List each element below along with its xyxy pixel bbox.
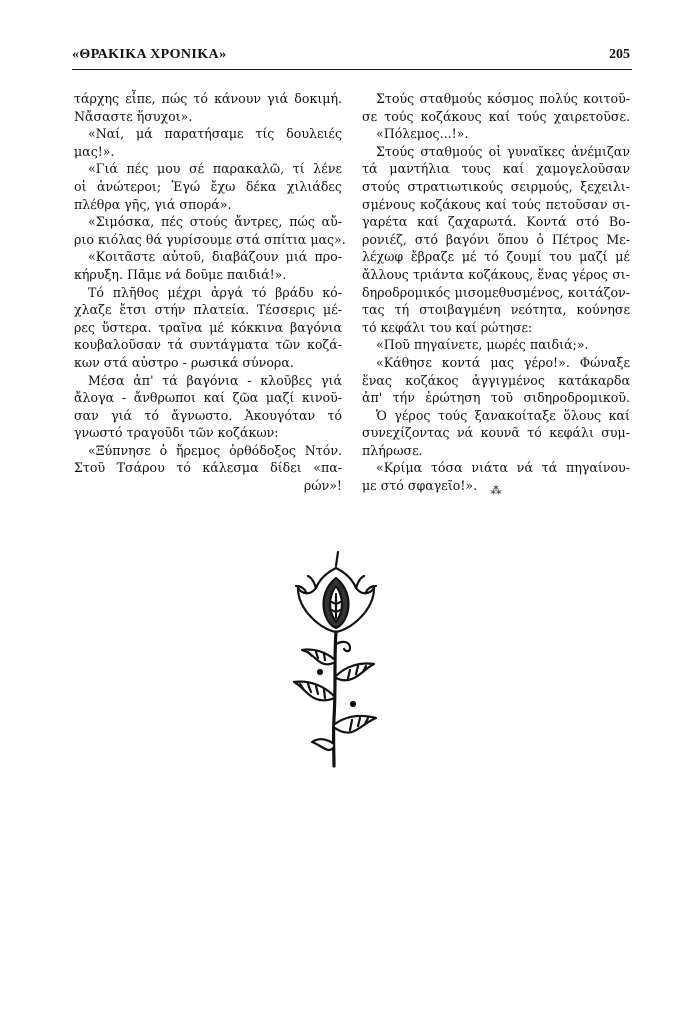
text-line: ἕνας κοζάκος ἀγγιγμένος κατάκαρδα bbox=[362, 372, 630, 388]
text-line: ριο κιόλας θά γυρίσουμε στά σπίτια μας». bbox=[74, 231, 346, 247]
tulip-flower-ornament-icon bbox=[276, 548, 396, 770]
text-line: «Κρίμα τόσα νιάτα νά τά πηγαίνου- bbox=[376, 460, 630, 476]
text-line: «Σιμόσκα, πές στούς ἄντρες, πώς αὔ- bbox=[88, 214, 342, 230]
text-line: Νἄσαστε ἥσυχοι». bbox=[74, 108, 193, 124]
text-line: τό κεφάλι του καί ρώτησε: bbox=[362, 319, 533, 335]
text-line: γαρέτα καί ζαχαρωτά. Κοντά στό Βο- bbox=[362, 214, 630, 230]
text-line: τας τή στοιβαγμένη νεότητα, κούνησε bbox=[362, 302, 630, 318]
text-line: Ὁ γέρος τούς ξανακοίταξε ὅλους καί bbox=[376, 407, 630, 423]
text-line: σαν γιά τό ἄγνωστο. Ἀκουγόταν τό bbox=[74, 407, 342, 423]
text-line: οἱ ἀνώτεροι; Ἐγώ ἔχω δέκα χιλιάδες bbox=[74, 178, 342, 194]
right-column bbox=[362, 90, 630, 495]
text-line: Στούς σταθμούς κόσμος πολύς κοιτοῦ- bbox=[376, 91, 630, 106]
page-number: 205 bbox=[609, 47, 630, 62]
page-header bbox=[72, 47, 632, 70]
text-line: κουβαλοῦσαν τά συντάγματα τῶν κοζά- bbox=[74, 337, 342, 353]
text-line: ἄλογα - ἄνθρωποι καί ζῶα μαζί κινοῦ- bbox=[74, 390, 342, 406]
text-line: τάρχης εἶπε, πώς τό κάνουν γιά δοκιμή. bbox=[74, 91, 342, 106]
text-line: κήρυξη. Πᾶμε νά δοῦμε παιδιά!». bbox=[74, 266, 287, 282]
section-end-asterism: ⁂ bbox=[490, 484, 502, 497]
text-line: τά μαντήλια τους καί χαμογελοῦσαν bbox=[362, 161, 630, 177]
text-line: «Κοιτᾶστε αὐτοῦ, διαβάζουν μιά προ- bbox=[88, 249, 342, 265]
text-line: «Ποῦ πηγαίνετε, μωρές παιδιά;». bbox=[376, 337, 589, 353]
text-line: δηροδρομικός μισομεθυσμένος, κοιτάζον- bbox=[362, 284, 630, 300]
text-line: πλέθρα γῆς, γιά σπορά». bbox=[74, 196, 232, 212]
text-line: Μέσα ἀπ' τά βαγόνια - κλοῦβες γιά bbox=[88, 372, 342, 388]
text-line: ρών»! bbox=[303, 478, 342, 494]
text-line: στούς στρατιωτικούς σειρμούς, ξεχειλι- bbox=[362, 178, 630, 194]
text-line: γνωστό τραγοῦδι τῶν κοζάκων: bbox=[74, 425, 279, 441]
text-line: κων στά αὐστρο - ρωσικά σύνορα. bbox=[74, 354, 294, 370]
text-line: συνεχίζοντας νά κουνᾶ τό κεφάλι συμ- bbox=[362, 425, 630, 441]
text-line: «Γιά πές μου σέ παρακαλῶ, τί λένε bbox=[88, 161, 342, 177]
text-line: πλήρωσε. bbox=[362, 442, 423, 458]
text-line: ρονιέζ, στό βαγόνι ὅπου ὁ Πέτρος Με- bbox=[362, 231, 630, 247]
text-line: με στό σφαγεῖο!». bbox=[362, 478, 478, 494]
text-line: σμένους κοζάκους καί τούς πετοῦσαν σι- bbox=[362, 196, 630, 212]
text-line: «Ξύπνησε ὁ ἤρεμος ὀρθόδοξος Ντόν. bbox=[88, 442, 342, 458]
journal-title: «ΘΡΑΚΙΚΑ ΧΡΟΝΙΚΑ» bbox=[72, 47, 227, 62]
text-line: «Κάθησε κοντά μας γέρο!». Φώναξε bbox=[376, 354, 630, 370]
text-line: μας!». bbox=[74, 143, 115, 159]
text-line: «Πόλεμος...!». bbox=[376, 126, 469, 142]
text-line: ρες ὕστερα. τραῖνα μέ κόκκινα βαγόνια bbox=[74, 319, 342, 335]
text-line: Στούς σταθμούς οἱ γυναῖκες ἀνέμιζαν bbox=[376, 143, 630, 159]
text-line: χλαζε ἔτσι στήν πλατεία. Τέσσερις μέ- bbox=[74, 302, 342, 318]
left-column bbox=[74, 90, 346, 495]
text-line: Στοῦ Τσάρου τό κάλεσμα δίδει «πα- bbox=[74, 460, 342, 476]
text-line: σε τούς κοζάκους καί τούς χαιρετοῦσε. bbox=[362, 108, 630, 124]
text-line: ἄλλους τριάντα κοζάκους, ἕνας γέρος σι- bbox=[362, 266, 630, 282]
text-line: «Ναί, μά παρατήσαμε τίς δουλειές bbox=[88, 126, 342, 142]
text-line: λέχωφ ἔβραζε μέ τό ζουμί του μαζί μέ bbox=[362, 249, 630, 265]
text-line: ἀπ' τήν ἐρώτηση τοῦ σιδηροδρομικοῦ. bbox=[362, 390, 630, 406]
text-line: Τό πλῆθος μέχρι ἀργά τό βράδυ κό- bbox=[88, 284, 342, 300]
